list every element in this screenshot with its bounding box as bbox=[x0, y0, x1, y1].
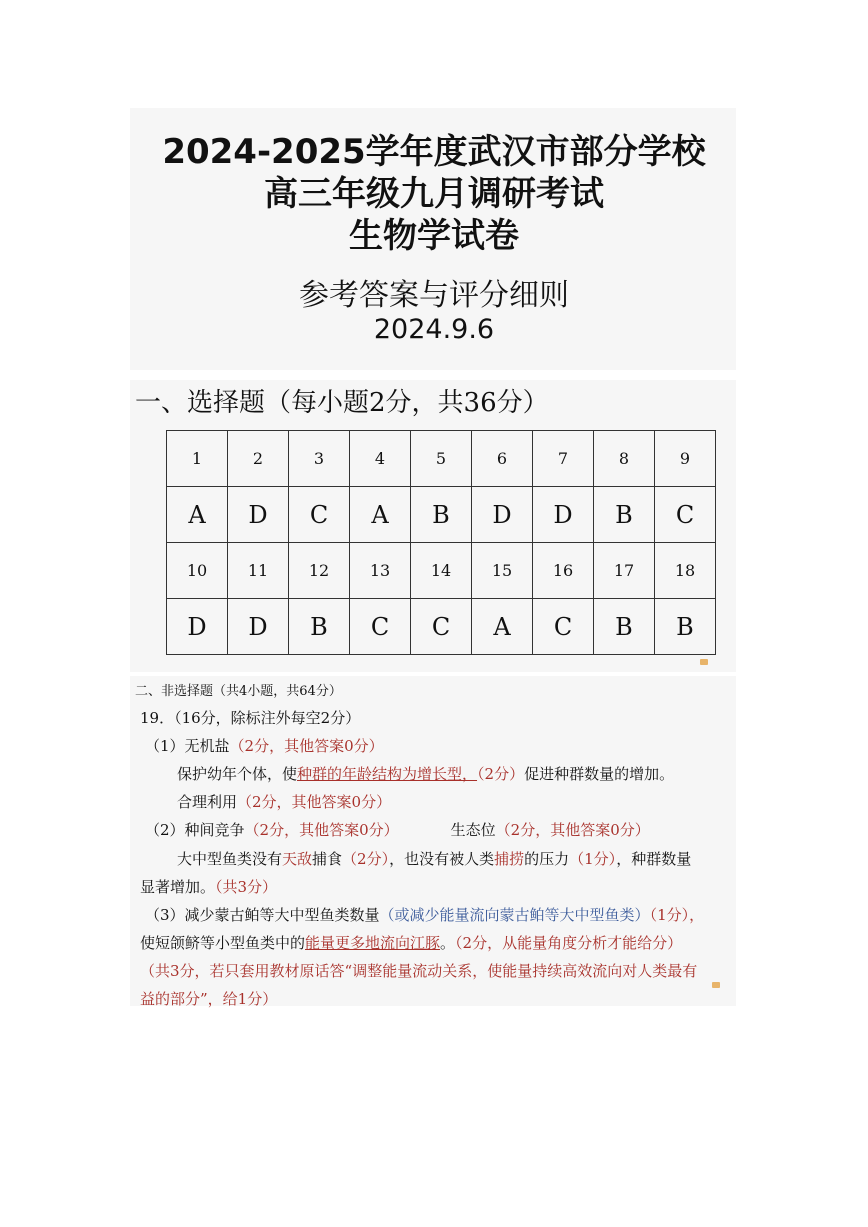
question-number: 12 bbox=[289, 543, 350, 599]
question-number: 6 bbox=[472, 431, 533, 487]
question-number: 1 bbox=[167, 431, 228, 487]
key-point: 天敌 bbox=[282, 850, 313, 868]
q19-part2-line2 bbox=[177, 848, 691, 869]
answer-cell: D bbox=[472, 487, 533, 543]
question-number: 11 bbox=[228, 543, 289, 599]
question-number: 13 bbox=[350, 543, 411, 599]
question-number: 16 bbox=[533, 543, 594, 599]
answer-text: 保护幼年个体，使 bbox=[177, 765, 298, 783]
section-2-heading: 二、非选择题（共4小题，共64分） bbox=[135, 684, 342, 699]
q19-part2-line1 bbox=[145, 819, 650, 840]
table-row-answers-1 bbox=[167, 487, 716, 543]
scoring-note: （2分） bbox=[342, 850, 390, 868]
answer-text: （3）减少蒙古鲌等大中型鱼类数量 bbox=[145, 906, 380, 924]
answer-cell: C bbox=[289, 487, 350, 543]
question-number: 5 bbox=[411, 431, 472, 487]
answer-text: 合理利用 bbox=[177, 793, 238, 811]
alternative-answer: （或减少能量流向蒙古鲌等大中型鱼类） bbox=[379, 906, 650, 924]
q19-part3-line1 bbox=[145, 904, 704, 925]
answer-table bbox=[166, 430, 716, 655]
answer-cell: A bbox=[472, 599, 533, 655]
q19-part3-note-line2: 益的部分”，给1分） bbox=[140, 990, 278, 1008]
title-line-2: 高三年级九月调研考试 bbox=[264, 174, 604, 214]
answer-cell: D bbox=[167, 599, 228, 655]
question-number: 8 bbox=[594, 431, 655, 487]
answer-cell: B bbox=[289, 599, 350, 655]
question-19-heading: 19．（16分，除标注外每空2分） bbox=[140, 709, 361, 727]
answer-cell: A bbox=[167, 487, 228, 543]
answer-text: 促进种群数量的增加。 bbox=[524, 765, 675, 783]
title-line-3: 生物学试卷 bbox=[349, 216, 519, 256]
scoring-note: （2分） bbox=[477, 765, 525, 783]
answer-cell: D bbox=[228, 599, 289, 655]
answer-cell: B bbox=[594, 599, 655, 655]
scoring-note: （2分，其他答案0分） bbox=[244, 821, 399, 839]
title-line-1: 2024-2025学年度武汉市部分学校 bbox=[162, 132, 706, 172]
scoring-note: （1分）， bbox=[649, 906, 705, 924]
question-number: 7 bbox=[533, 431, 594, 487]
answer-text: ，种群数量 bbox=[616, 850, 692, 868]
scoring-note: （2分，其他答案0分） bbox=[229, 737, 384, 755]
question-number: 17 bbox=[594, 543, 655, 599]
question-number: 4 bbox=[350, 431, 411, 487]
answer-cell: D bbox=[228, 487, 289, 543]
table-row-numbers-2 bbox=[167, 543, 716, 599]
key-point: 捕捞 bbox=[494, 850, 525, 868]
question-number: 18 bbox=[655, 543, 716, 599]
answer-text: 显著增加。 bbox=[140, 878, 216, 896]
q19-part3-note-line1: （共3分，若只套用教材原话答“调整能量流动关系，使能量持续高效流向对人类最有 bbox=[140, 962, 698, 980]
answer-cell: C bbox=[655, 487, 716, 543]
table-row-answers-2 bbox=[167, 599, 716, 655]
answer-text: ，也没有被人类 bbox=[389, 850, 495, 868]
answer-cell: B bbox=[655, 599, 716, 655]
answer-cell: C bbox=[533, 599, 594, 655]
answer-text: 捕食 bbox=[312, 850, 343, 868]
answer-text: （1）无机盐 bbox=[145, 737, 230, 755]
answer-text: 。 bbox=[440, 934, 456, 952]
answer-text: 使短颌鲚等小型鱼类中的 bbox=[140, 934, 306, 952]
answer-text: 大中型鱼类没有 bbox=[177, 850, 283, 868]
watermark-stamp-icon bbox=[712, 982, 720, 988]
date: 2024.9.6 bbox=[373, 314, 495, 345]
scoring-note: （2分，从能量角度分析才能给分） bbox=[455, 934, 683, 952]
answer-cell: B bbox=[411, 487, 472, 543]
table-row-numbers-1 bbox=[167, 431, 716, 487]
answer-text: （2）种间竞争 bbox=[145, 821, 245, 839]
subtitle: 参考答案与评分细则 bbox=[299, 278, 569, 313]
question-number: 10 bbox=[167, 543, 228, 599]
scoring-note: （1分） bbox=[569, 850, 617, 868]
scoring-note: （2分，其他答案0分） bbox=[237, 793, 392, 811]
watermark-stamp-icon bbox=[700, 659, 708, 665]
answer-cell: C bbox=[350, 599, 411, 655]
question-number: 2 bbox=[228, 431, 289, 487]
q19-part1-line3 bbox=[177, 791, 391, 812]
answer-cell: A bbox=[350, 487, 411, 543]
question-number: 14 bbox=[411, 543, 472, 599]
question-number: 3 bbox=[289, 431, 350, 487]
q19-part1-line2 bbox=[177, 763, 674, 784]
answer-text: 生态位 bbox=[450, 821, 496, 839]
scoring-note: （2分，其他答案0分） bbox=[495, 821, 650, 839]
answer-cell: B bbox=[594, 487, 655, 543]
answer-text: 的压力 bbox=[524, 850, 570, 868]
key-point-underlined: 种群的年龄结构为增长型， bbox=[297, 765, 478, 783]
section-1-heading: 一、选择题（每小题2分，共36分） bbox=[135, 388, 549, 418]
question-number: 15 bbox=[472, 543, 533, 599]
question-number: 9 bbox=[655, 431, 716, 487]
q19-part2-line3 bbox=[140, 876, 277, 897]
q19-part3-line2 bbox=[140, 932, 682, 953]
q19-part1-line1 bbox=[145, 735, 384, 756]
key-point-underlined: 能量更多地流向江豚 bbox=[305, 934, 441, 952]
answer-cell: C bbox=[411, 599, 472, 655]
scoring-note: （共3分） bbox=[215, 878, 278, 896]
answer-cell: D bbox=[533, 487, 594, 543]
